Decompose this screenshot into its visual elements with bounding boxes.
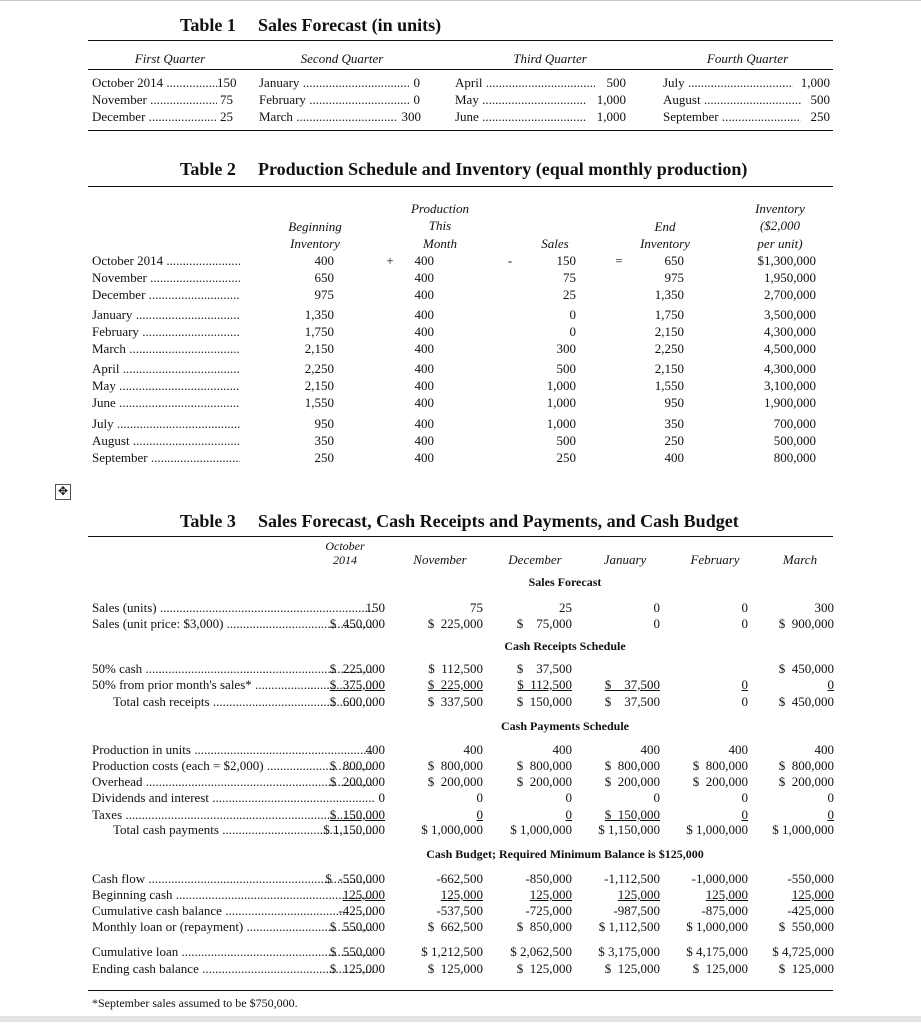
- production-cell: 400: [414, 341, 434, 356]
- sales-cell: 150: [556, 253, 576, 268]
- value-cell: -987,500: [613, 903, 660, 918]
- page-frame-bottom: [0, 1016, 921, 1022]
- value-cell: $ 1,150,000: [323, 822, 385, 837]
- beginning-inventory-cell: 2,150: [304, 341, 334, 356]
- value-cell: $ 37,500: [604, 677, 660, 692]
- row-label: Ending cash balance .....: [92, 961, 374, 977]
- end-inventory-cell: 250: [664, 433, 684, 448]
- production-cell: 400: [414, 361, 434, 376]
- value-cell: 125,000: [342, 887, 385, 902]
- value-cell: 125,000: [529, 887, 572, 902]
- beginning-inventory-cell: 975: [314, 287, 334, 302]
- value-cell: 150: [365, 600, 385, 615]
- value-cell: $ 662,500: [427, 919, 483, 934]
- value-cell: $ 4,725,000: [772, 944, 834, 959]
- sales-cell: 1,000: [546, 416, 576, 431]
- q2-row-label: February .....: [259, 92, 409, 108]
- header-inventory-value: Inventory: [755, 201, 805, 216]
- end-inventory-cell: 400: [664, 450, 684, 465]
- value-cell: $ 450,000: [778, 661, 834, 676]
- value-cell: 0: [827, 807, 834, 822]
- value-cell: $ 375,000: [329, 677, 385, 692]
- value-cell: 400: [728, 742, 748, 757]
- value-cell: 0: [653, 790, 660, 805]
- row-label: Total cash payments .....: [113, 822, 374, 838]
- value-cell: 300: [814, 600, 834, 615]
- q1-row-value: 25: [220, 109, 233, 124]
- row-label: Total cash receipts .....: [113, 694, 374, 710]
- inventory-value-cell: 3,500,000: [764, 307, 816, 322]
- month-label: September .....: [92, 450, 240, 466]
- value-cell: 125,000: [705, 887, 748, 902]
- header-inventory: Inventory: [290, 236, 340, 251]
- q4-row-value: 500: [810, 92, 830, 107]
- q4-row-value: 1,000: [800, 75, 830, 90]
- q2-row-label: March .....: [259, 109, 397, 125]
- row-label: 50% cash .....: [92, 661, 374, 677]
- value-cell: 75: [470, 600, 483, 615]
- q1-row-label: October 2014 .....: [92, 75, 217, 91]
- value-cell: $ 1,112,500: [598, 919, 660, 934]
- col-march: March: [782, 552, 818, 567]
- value-cell: $ 125,000: [516, 961, 572, 976]
- beginning-inventory-cell: 1,550: [304, 395, 334, 410]
- q1-row-label: December .....: [92, 109, 217, 125]
- value-cell: $ 550,000: [329, 944, 385, 959]
- month-label: June .....: [92, 395, 240, 411]
- value-cell: $ 1,212,500: [421, 944, 483, 959]
- inventory-value-cell: 2,700,000: [764, 287, 816, 302]
- header-beginning: Beginning: [288, 219, 342, 234]
- q3-row-value: 1,000: [596, 109, 626, 124]
- section-cash-payments: Cash Payments Schedule: [500, 719, 629, 733]
- value-cell: -1,000,000: [691, 871, 748, 886]
- value-cell: 400: [552, 742, 572, 757]
- table-2-title: Production Schedule and Inventory (equal monthly production): [258, 159, 748, 179]
- beginning-inventory-cell: 350: [314, 433, 334, 448]
- equals-sign: =: [615, 253, 623, 268]
- row-label: Cash flow .....: [92, 871, 374, 887]
- value-cell: $ 850,000: [516, 919, 572, 934]
- sales-cell: 1,000: [546, 378, 576, 393]
- inventory-value-cell: 800,000: [773, 450, 816, 465]
- sales-cell: 500: [556, 361, 576, 376]
- value-cell: 0: [565, 807, 572, 822]
- value-cell: -425,000: [787, 903, 834, 918]
- value-cell: $ 800,000: [516, 758, 572, 773]
- table-1-header-rule: [88, 69, 833, 70]
- section-sales-forecast: Sales Forecast: [528, 575, 602, 589]
- value-cell: $ 1,000,000: [510, 822, 572, 837]
- production-cell: 400: [414, 270, 434, 285]
- value-cell: 0: [476, 790, 483, 805]
- month-label: March .....: [92, 341, 240, 357]
- value-cell: $ 450,000: [329, 616, 385, 631]
- value-cell: $ 1,000,000: [421, 822, 483, 837]
- production-cell: 400: [414, 433, 434, 448]
- inventory-value-cell: 1,900,000: [764, 395, 816, 410]
- q3-row-label: May .....: [455, 92, 587, 108]
- value-cell: $ 2,062,500: [510, 944, 572, 959]
- row-label: Production costs (each = $2,000) .....: [92, 758, 374, 774]
- end-inventory-cell: 1,550: [654, 378, 684, 393]
- inventory-value-cell: 4,500,000: [764, 341, 816, 356]
- value-cell: $ 200,000: [427, 774, 483, 789]
- plus-sign: +: [386, 253, 394, 268]
- end-inventory-cell: 2,150: [654, 324, 684, 339]
- value-cell: $ 112,500: [428, 661, 483, 676]
- q3-row-label: April .....: [455, 75, 595, 91]
- beginning-inventory-cell: 1,350: [304, 307, 334, 322]
- end-inventory-cell: 2,150: [654, 361, 684, 376]
- end-inventory-cell: 1,750: [654, 307, 684, 322]
- value-cell: $ 550,000: [329, 919, 385, 934]
- production-cell: 400: [414, 395, 434, 410]
- header-sales: Sales: [541, 236, 569, 251]
- month-label: October 2014 .....: [92, 253, 240, 269]
- table-1-title: Sales Forecast (in units): [258, 15, 442, 35]
- value-cell: $ 1,000,000: [686, 919, 748, 934]
- header-first-quarter: First Quarter: [134, 51, 206, 66]
- value-cell: $ 37,500: [516, 661, 572, 676]
- value-cell: -662,500: [436, 871, 483, 886]
- row-label: Sales (units) .....: [92, 600, 374, 616]
- value-cell: $ 200,000: [329, 774, 385, 789]
- q4-row-label: August .....: [663, 92, 801, 108]
- production-cell: 400: [414, 307, 434, 322]
- value-cell: $ 150,000: [516, 694, 572, 709]
- end-inventory-cell: 950: [664, 395, 684, 410]
- value-cell: 0: [476, 807, 483, 822]
- row-label: Beginning cash .....: [92, 887, 374, 903]
- value-cell: 0: [653, 616, 660, 631]
- end-inventory-cell: 650: [664, 253, 684, 268]
- end-inventory-cell: 350: [664, 416, 684, 431]
- value-cell: $ 225,000: [329, 661, 385, 676]
- end-inventory-cell: 2,250: [654, 341, 684, 356]
- value-cell: 0: [827, 677, 834, 692]
- value-cell: $ 337,500: [427, 694, 483, 709]
- value-cell: $ 800,000: [329, 758, 385, 773]
- end-inventory-cell: 1,350: [654, 287, 684, 302]
- month-label: December .....: [92, 287, 240, 303]
- value-cell: $ 125,000: [329, 961, 385, 976]
- header-third-quarter: Third Quarter: [513, 51, 587, 66]
- inventory-value-cell: 500,000: [773, 433, 816, 448]
- beginning-inventory-cell: 1,750: [304, 324, 334, 339]
- value-cell: 0: [378, 790, 385, 805]
- value-cell: 400: [814, 742, 834, 757]
- value-cell: $ 125,000: [427, 961, 483, 976]
- value-cell: -550,000: [787, 871, 834, 886]
- col-october: October: [325, 539, 365, 553]
- value-cell: $ 800,000: [778, 758, 834, 773]
- q1-row-value: 75: [220, 92, 233, 107]
- beginning-inventory-cell: 400: [314, 253, 334, 268]
- inventory-value-cell: 4,300,000: [764, 324, 816, 339]
- sales-cell: 250: [556, 450, 576, 465]
- beginning-inventory-cell: 250: [314, 450, 334, 465]
- q4-row-label: September .....: [663, 109, 801, 125]
- footnote: *September sales assumed to be $750,000.: [92, 996, 298, 1010]
- section-cash-budget: Cash Budget; Required Minimum Balance is $125,000: [426, 847, 704, 861]
- table-2-top-rule: [88, 186, 833, 187]
- row-label: Cumulative loan .....: [92, 944, 374, 960]
- value-cell: 400: [463, 742, 483, 757]
- header-production: Production: [410, 201, 469, 216]
- value-cell: $ 800,000: [604, 758, 660, 773]
- q2-row-label: January .....: [259, 75, 409, 91]
- inventory-value-cell: $1,300,000: [757, 253, 816, 268]
- value-cell: -875,000: [701, 903, 748, 918]
- inventory-value-cell: 1,950,000: [764, 270, 816, 285]
- value-cell: -850,000: [525, 871, 572, 886]
- col-january: January: [603, 552, 647, 567]
- production-cell: 400: [414, 450, 434, 465]
- table-3-bottom-rule: [88, 990, 833, 991]
- q4-row-label: July .....: [663, 75, 793, 91]
- inventory-value-cell: 3,100,000: [764, 378, 816, 393]
- value-cell: $ 225,000: [427, 677, 483, 692]
- sales-cell: 0: [569, 324, 576, 339]
- value-cell: $ 450,000: [778, 694, 834, 709]
- production-cell: 400: [414, 287, 434, 302]
- beginning-inventory-cell: 2,150: [304, 378, 334, 393]
- value-cell: $ 1,000,000: [772, 822, 834, 837]
- col-february: February: [690, 552, 740, 567]
- q2-row-value: 300: [401, 109, 421, 124]
- value-cell: 125,000: [617, 887, 660, 902]
- value-cell: $ 600,000: [329, 694, 385, 709]
- production-cell: 400: [414, 253, 434, 268]
- value-cell: $ 112,500: [517, 677, 572, 692]
- beginning-inventory-cell: 950: [314, 416, 334, 431]
- value-cell: $ 125,000: [604, 961, 660, 976]
- table-3-title: Sales Forecast, Cash Receipts and Payments, and Cash Budget: [258, 511, 739, 531]
- value-cell: $ 200,000: [778, 774, 834, 789]
- production-cell: 400: [414, 324, 434, 339]
- table-2-number: Table 2: [180, 159, 236, 179]
- value-cell: 400: [640, 742, 660, 757]
- q3-row-label: June .....: [455, 109, 587, 125]
- value-cell: $ 37,500: [604, 694, 660, 709]
- row-label: Production in units .....: [92, 742, 374, 758]
- header-fourth-quarter: Fourth Quarter: [706, 51, 789, 66]
- value-cell: $ -550,000: [325, 871, 385, 886]
- value-cell: 25: [559, 600, 572, 615]
- end-inventory-cell: 975: [664, 270, 684, 285]
- header-second-quarter: Second Quarter: [300, 51, 384, 66]
- row-label: Monthly loan or (repayment) .....: [92, 919, 374, 935]
- production-cell: 400: [414, 416, 434, 431]
- header-this: This: [428, 218, 452, 233]
- value-cell: $ 900,000: [778, 616, 834, 631]
- month-label: November .....: [92, 270, 240, 286]
- value-cell: $ 200,000: [604, 774, 660, 789]
- sales-cell: 300: [556, 341, 576, 356]
- value-cell: $ 800,000: [427, 758, 483, 773]
- q3-row-value: 1,000: [596, 92, 626, 107]
- row-label: Dividends and interest .....: [92, 790, 374, 806]
- value-cell: -725,000: [525, 903, 572, 918]
- sales-cell: 0: [569, 307, 576, 322]
- value-cell: $ 150,000: [604, 807, 660, 822]
- table-1-top-rule: [88, 40, 833, 41]
- section-cash-receipts: Cash Receipts Schedule: [504, 639, 626, 653]
- value-cell: $ 200,000: [516, 774, 572, 789]
- table-1-number: Table 1: [180, 15, 236, 35]
- value-cell: $ 800,000: [692, 758, 748, 773]
- page-frame-top: [0, 0, 921, 1]
- beginning-inventory-cell: 650: [314, 270, 334, 285]
- q2-row-value: 0: [413, 92, 420, 107]
- month-label: August .....: [92, 433, 240, 449]
- row-label: Sales (unit price: $3,000) .....: [92, 616, 374, 632]
- value-cell: -1,112,500: [604, 871, 660, 886]
- month-label: February .....: [92, 324, 240, 340]
- value-cell: 0: [741, 616, 748, 631]
- header-per-unit: per unit): [757, 236, 803, 251]
- sales-cell: 1,000: [546, 395, 576, 410]
- month-label: May .....: [92, 378, 240, 394]
- sales-cell: 75: [563, 270, 576, 285]
- value-cell: 0: [741, 807, 748, 822]
- table-3-top-rule: [88, 536, 833, 537]
- month-label: July .....: [92, 416, 240, 432]
- table-1-bottom-rule: [88, 130, 833, 131]
- inventory-value-cell: 4,300,000: [764, 361, 816, 376]
- q2-row-value: 0: [413, 75, 420, 90]
- production-cell: 400: [414, 378, 434, 393]
- move-handle-icon[interactable]: ✥: [55, 484, 71, 500]
- value-cell: 125,000: [440, 887, 483, 902]
- q4-row-value: 250: [810, 109, 830, 124]
- value-cell: $ 4,175,000: [686, 944, 748, 959]
- value-cell: $ 125,000: [692, 961, 748, 976]
- value-cell: $ 1,000,000: [686, 822, 748, 837]
- value-cell: 0: [741, 694, 748, 709]
- value-cell: 125,000: [791, 887, 834, 902]
- table-3-number: Table 3: [180, 511, 236, 531]
- q1-row-value: 150: [217, 75, 237, 90]
- value-cell: $ 1,150,000: [598, 822, 660, 837]
- value-cell: 0: [741, 790, 748, 805]
- header-end: End: [654, 219, 676, 234]
- col-october-year: 2014: [333, 553, 357, 567]
- row-label: Overhead .....: [92, 774, 374, 790]
- sales-cell: 25: [563, 287, 576, 302]
- sales-cell: 500: [556, 433, 576, 448]
- col-november: November: [413, 552, 467, 567]
- col-december: December: [508, 552, 562, 567]
- header-unit-cost: ($2,000: [759, 218, 801, 233]
- value-cell: $ 225,000: [427, 616, 483, 631]
- value-cell: $ 75,000: [516, 616, 572, 631]
- value-cell: 0: [741, 600, 748, 615]
- value-cell: 400: [365, 742, 385, 757]
- value-cell: 0: [653, 600, 660, 615]
- header-end-inventory: Inventory: [640, 236, 690, 251]
- value-cell: $ 550,000: [778, 919, 834, 934]
- value-cell: -537,500: [436, 903, 483, 918]
- beginning-inventory-cell: 2,250: [304, 361, 334, 376]
- value-cell: 0: [741, 677, 748, 692]
- value-cell: -425,000: [338, 903, 385, 918]
- row-label: 50% from prior month's sales* .....: [92, 677, 374, 693]
- value-cell: $ 150,000: [329, 807, 385, 822]
- value-cell: 0: [565, 790, 572, 805]
- value-cell: $ 125,000: [778, 961, 834, 976]
- month-label: April .....: [92, 361, 240, 377]
- value-cell: $ 3,175,000: [598, 944, 660, 959]
- header-month: Month: [423, 236, 457, 251]
- row-label: Cumulative cash balance .....: [92, 903, 374, 919]
- value-cell: 0: [827, 790, 834, 805]
- inventory-value-cell: 700,000: [773, 416, 816, 431]
- value-cell: $ 200,000: [692, 774, 748, 789]
- q1-row-label: November .....: [92, 92, 217, 108]
- minus-sign: -: [507, 253, 513, 268]
- row-label: Taxes .....: [92, 807, 374, 823]
- q3-row-value: 500: [606, 75, 626, 90]
- month-label: January .....: [92, 307, 240, 323]
